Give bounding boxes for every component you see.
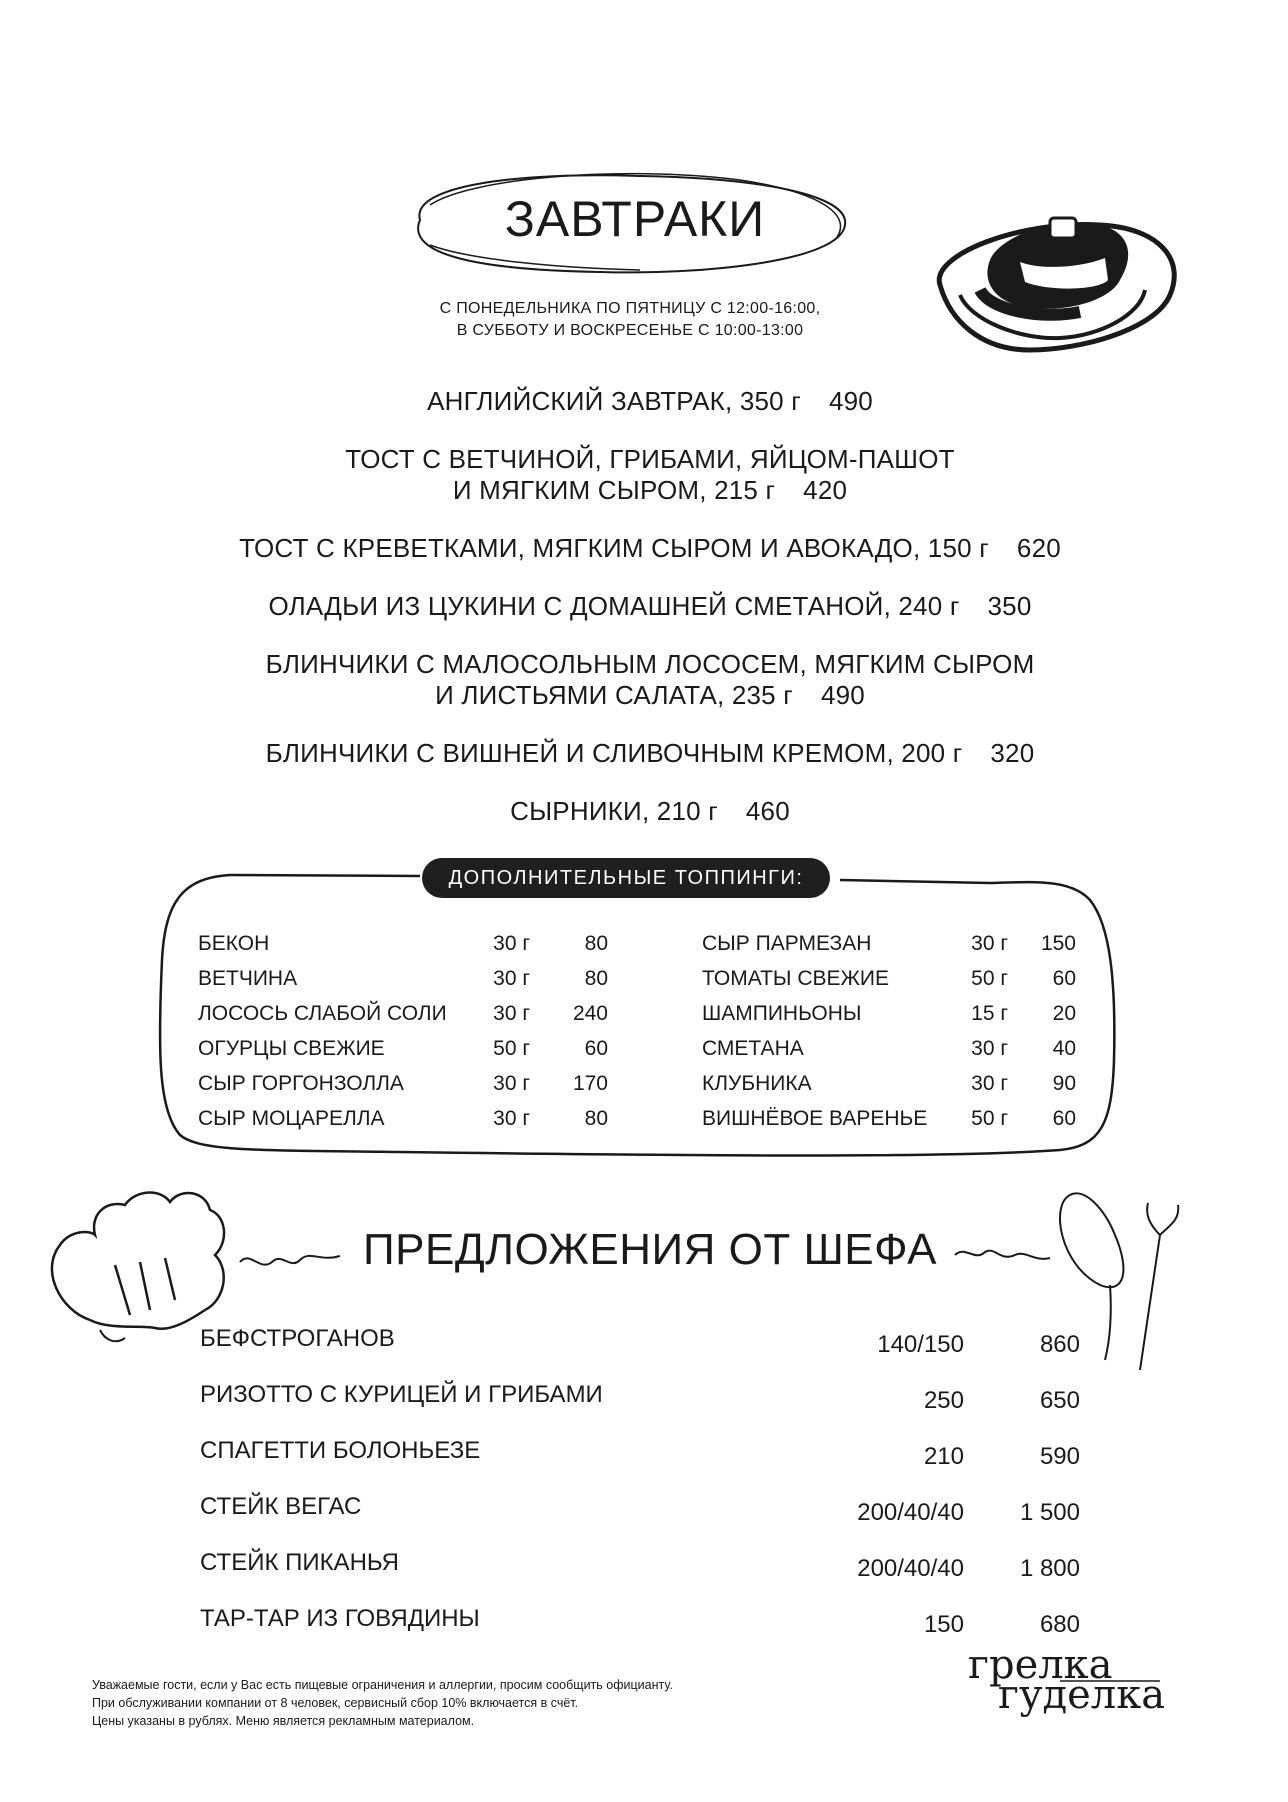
logo-line1: грелка [968, 1642, 1113, 1688]
dish-price: 650 [1039, 1387, 1080, 1414]
breakfast-title: ЗАВТРАКИ [504, 191, 766, 247]
topping-name: КЛУБНИКА [702, 1072, 812, 1095]
footer-allergy-note: Уважаемые гости, если у Вас есть пищевые ограничения и аллергии, просим сообщить официанту. [92, 1678, 673, 1692]
topping-name: ВЕТЧИНА [198, 967, 298, 990]
dish-price: 320 [990, 738, 1035, 768]
dish-price: 490 [828, 386, 873, 416]
breakfast-hours-weekend: В СУББОТУ И ВОСКРЕСЕНЬЕ С 10:00-13:00 [456, 322, 804, 339]
dish-weight: 200/40/40 [857, 1499, 964, 1526]
topping-name: ТОМАТЫ СВЕЖИЕ [702, 967, 890, 990]
topping-price: 60 [1052, 1107, 1076, 1130]
dish-weight: 140/150 [877, 1331, 964, 1358]
topping-name: ЛОСОСЬ СЛАБОЙ СОЛИ [198, 1002, 447, 1025]
dish-price: 860 [1039, 1331, 1080, 1358]
topping-price: 80 [584, 967, 608, 990]
dish-price: 590 [1039, 1443, 1080, 1470]
logo-rule [1060, 1680, 1160, 1684]
topping-price: 60 [1052, 967, 1076, 990]
topping-row [198, 1000, 608, 1028]
topping-weight: 30 г [493, 932, 530, 955]
topping-weight: 30 г [493, 1072, 530, 1095]
topping-row [702, 1000, 1076, 1028]
topping-name: ШАМПИНЬОНЫ [702, 1002, 862, 1025]
topping-price: 170 [572, 1072, 608, 1095]
dish-name: СПАГЕТТИ БОЛОНЬЕЗЕ [200, 1437, 481, 1464]
dish-name: И ЛИСТЬЯМИ САЛАТА, 235 г [435, 680, 793, 710]
chef-item [200, 1381, 1080, 1415]
topping-weight: 30 г [971, 1072, 1008, 1095]
topping-name: СЫР МОЦАРЕЛЛА [198, 1107, 385, 1130]
dish-name: СТЕЙК ПИКАНЬЯ [200, 1549, 399, 1576]
menu-item [150, 738, 1150, 769]
topping-name: ВИШНЁВОЕ ВАРЕНЬЕ [702, 1107, 928, 1130]
topping-weight: 50 г [971, 1107, 1008, 1130]
dish-name: РИЗОТТО С КУРИЦЕЙ И ГРИБАМИ [200, 1381, 603, 1408]
dish-weight: 200/40/40 [857, 1555, 964, 1582]
dish-name: ТАР-ТАР ИЗ ГОВЯДИНЫ [200, 1605, 480, 1632]
menu-item [150, 444, 1150, 506]
topping-row [198, 965, 608, 993]
topping-row [198, 1035, 608, 1063]
breakfast-hours-weekdays: С ПОНЕДЕЛЬНИКА ПО ПЯТНИЦУ С 12:00-16:00, [439, 300, 821, 317]
chef-item [200, 1325, 1080, 1359]
dish-name: СЫРНИКИ, 210 г [510, 796, 718, 826]
dish-name: БЕФСТРОГАНОВ [200, 1325, 395, 1352]
chef-item [200, 1549, 1080, 1583]
menu-item [150, 533, 1150, 564]
topping-row [198, 1105, 608, 1133]
dish-price: 1 800 [1019, 1555, 1080, 1582]
footer-service-note: При обслуживании компании от 8 человек, сервисный сбор 10% включается в счёт. [92, 1696, 579, 1710]
topping-weight: 30 г [493, 967, 530, 990]
topping-weight: 30 г [971, 1037, 1008, 1060]
dish-name: ТОСТ С КРЕВЕТКАМИ, МЯГКИМ СЫРОМ И АВОКАДО, 150 г [239, 533, 989, 563]
topping-name: СЫР ПАРМЕЗАН [702, 932, 872, 955]
dish-price: 460 [745, 796, 790, 826]
menu-item [150, 591, 1150, 622]
topping-row [702, 965, 1076, 993]
topping-row [702, 1105, 1076, 1133]
topping-weight: 50 г [493, 1037, 530, 1060]
menu-item [150, 386, 1150, 417]
topping-price: 60 [584, 1037, 608, 1060]
dish-name-line1: ТОСТ С ВЕТЧИНОЙ, ГРИБАМИ, ЯЙЦОМ-ПАШОТ [345, 444, 955, 474]
topping-name: СЫР ГОРГОНЗОЛЛА [198, 1072, 404, 1095]
toppings-title: ДОПОЛНИТЕЛЬНЫЕ ТОППИНГИ: [422, 858, 830, 898]
topping-name: ОГУРЦЫ СВЕЖИЕ [198, 1037, 385, 1060]
topping-name: БЕКОН [198, 932, 270, 955]
dish-weight: 250 [923, 1387, 964, 1414]
topping-row [198, 1070, 608, 1098]
topping-price: 20 [1052, 1002, 1076, 1025]
dish-price: 620 [1016, 533, 1061, 563]
pancakes-illustration [930, 200, 1190, 380]
topping-row [702, 1035, 1076, 1063]
dish-weight: 150 [923, 1611, 964, 1638]
topping-weight: 30 г [493, 1002, 530, 1025]
dish-name: И МЯГКИМ СЫРОМ, 215 г [452, 475, 776, 505]
dish-weight: 210 [923, 1443, 964, 1470]
chef-item [200, 1605, 1080, 1639]
topping-weight: 30 г [493, 1107, 530, 1130]
logo-line2: гуделка [998, 1672, 1166, 1718]
topping-name: СМЕТАНА [702, 1037, 804, 1060]
dish-price: 680 [1039, 1611, 1080, 1638]
topping-price: 150 [1040, 932, 1076, 955]
topping-weight: 30 г [971, 932, 1008, 955]
dish-price: 350 [987, 591, 1032, 621]
topping-price: 240 [572, 1002, 608, 1025]
chef-hat-icon [40, 1170, 230, 1350]
dish-name: ОЛАДЬИ ИЗ ЦУКИНИ С ДОМАШНЕЙ СМЕТАНОЙ, 240 г [268, 591, 960, 621]
topping-weight: 15 г [971, 1002, 1008, 1025]
footer-prices-note: Цены указаны в рублях. Меню является рекламным материалом. [92, 1714, 475, 1728]
topping-row [702, 930, 1076, 958]
topping-price: 80 [584, 932, 608, 955]
chef-item [200, 1437, 1080, 1471]
dish-price: 420 [803, 475, 848, 505]
topping-row [702, 1070, 1076, 1098]
dish-price: 490 [820, 680, 865, 710]
chef-title: ПРЕДЛОЖЕНИЯ ОТ ШЕФА [363, 1225, 937, 1274]
dish-name: АНГЛИЙСКИЙ ЗАВТРАК, 350 г [427, 386, 801, 416]
topping-price: 40 [1052, 1037, 1076, 1060]
footer-notes [92, 1676, 892, 1730]
topping-price: 90 [1052, 1072, 1076, 1095]
topping-weight: 50 г [971, 967, 1008, 990]
dish-name-line1: БЛИНЧИКИ С МАЛОСОЛЬНЫМ ЛОСОСЕМ, МЯГКИМ СЫРОМ [265, 649, 1035, 679]
dish-name: БЛИНЧИКИ С ВИШНЕЙ И СЛИВОЧНЫМ КРЕМОМ, 200 г [265, 738, 963, 768]
menu-item [150, 796, 1150, 827]
menu-item [150, 649, 1150, 711]
chef-item [200, 1493, 1080, 1527]
dish-price: 1 500 [1019, 1499, 1080, 1526]
topping-row [198, 930, 608, 958]
topping-price: 80 [584, 1107, 608, 1130]
dish-name: СТЕЙК ВЕГАС [200, 1493, 362, 1520]
